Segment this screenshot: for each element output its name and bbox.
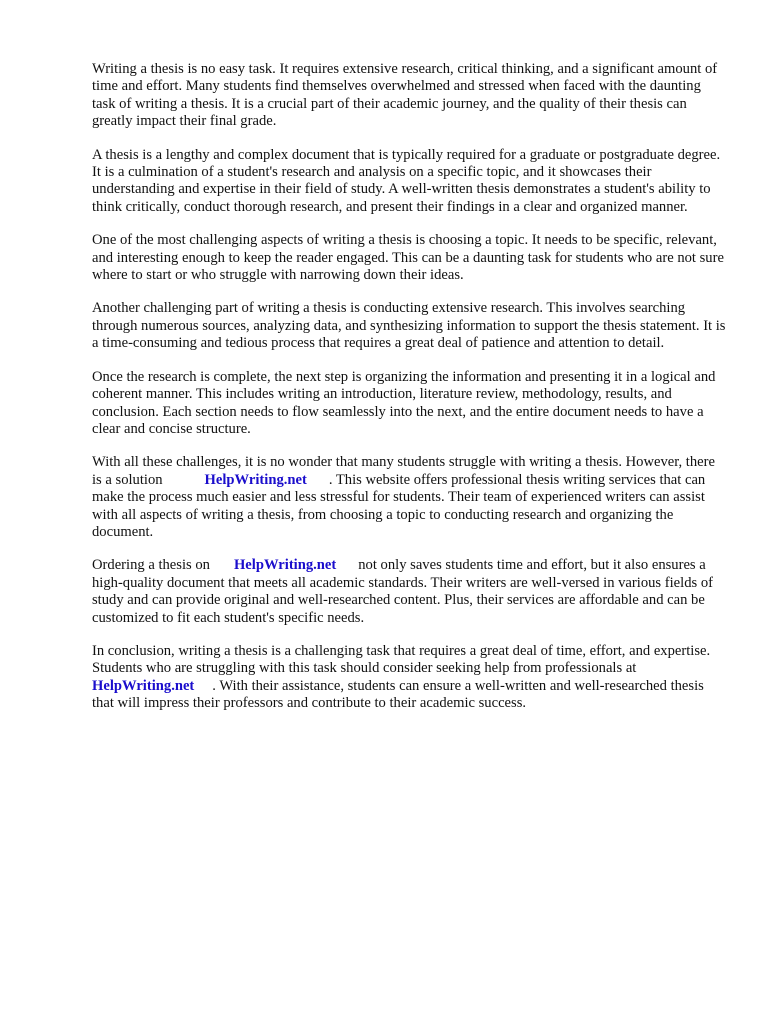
paragraph-ordering [92, 557, 728, 627]
helpwriting-link-ordering[interactable]: HelpWriting.net [233, 557, 337, 574]
paragraph-ordering-text-before: Ordering a thesis on [92, 557, 210, 574]
paragraph-research: Another challenging part of writing a thesis is conducting extensive research. This involves searching through numerous sources, analyzing data, and synthesizing information to support the thesis statement. It is a time-consuming and tedious process that requires a great deal of patience and attention to detail. [92, 300, 726, 352]
paragraph-conclusion-text-before: In conclusion, writing a thesis is a challenging task that requires a great deal of time, effort, and expertise. Students who are struggling with this task should consider seeking help from professionals at [92, 642, 711, 677]
paragraph-conclusion-text-after: . With their assistance, students can ensure a well-written and well-researched thesis that will impress their professors and contribute to their academic success. [92, 677, 704, 712]
paragraph-intro: Writing a thesis is no easy task. It requires extensive research, critical thinking, and a significant amount of time and effort. Many students find themselves overwhelmed and stressed when faced with the daunting task of writing a thesis. It is a crucial part of their academic journey, and the quality of their thesis can greatly impact their final grade. [92, 61, 718, 130]
paragraph-solution-text-after: . This website offers professional thesis writing services that can make the process much easier and less stressful for students. Their team of experienced writers can assist with all aspects of writing a thesis, from choosing a topic to conducting research and organizing the document. [92, 471, 706, 540]
paragraph-topic: One of the most challenging aspects of writing a thesis is choosing a topic. It needs to be specific, relevant, and interesting enough to keep the reader engaged. This can be a daunting task for students who are not sure where to start or who struggle with narrowing down their ideas. [92, 232, 724, 284]
paragraph-solution [92, 454, 728, 541]
paragraph-conclusion [92, 643, 728, 713]
paragraph-definition: A thesis is a lengthy and complex document that is typically required for a graduate or postgraduate degree. It is a culmination of a student's research and analysis on a specific topic, and it showcases their understanding and expertise in their field of study. A well-written thesis demonstrates a student's ability to think critically, conduct thorough research, and present their findings in a clear and organized manner. [92, 146, 721, 215]
paragraph-organizing: Once the research is complete, the next step is organizing the information and presenting it in a logical and coherent manner. This includes writing an introduction, literature review, methodology, results, and conclusion. Each section needs to flow seamlessly into the next, and the entire document needs to have a clear and concise structure. [92, 368, 716, 437]
document-body [92, 61, 728, 729]
paragraph-solution-text-before: With all these challenges, it is no wonder that many students struggle with writing a thesis. However, there is a solution [92, 454, 715, 488]
helpwriting-link-solution[interactable]: HelpWriting.net [204, 471, 307, 488]
helpwriting-link-conclusion[interactable]: HelpWriting.net [92, 677, 195, 694]
paragraph-ordering-text-after: not only saves students time and effort, but it also ensures a high-quality document that meets all academic standards. Their writers are well-versed in various fields of study and can provide original and well-researched content. Plus, their services are affordable and can be customized to fit each student's specific needs. [92, 557, 713, 626]
